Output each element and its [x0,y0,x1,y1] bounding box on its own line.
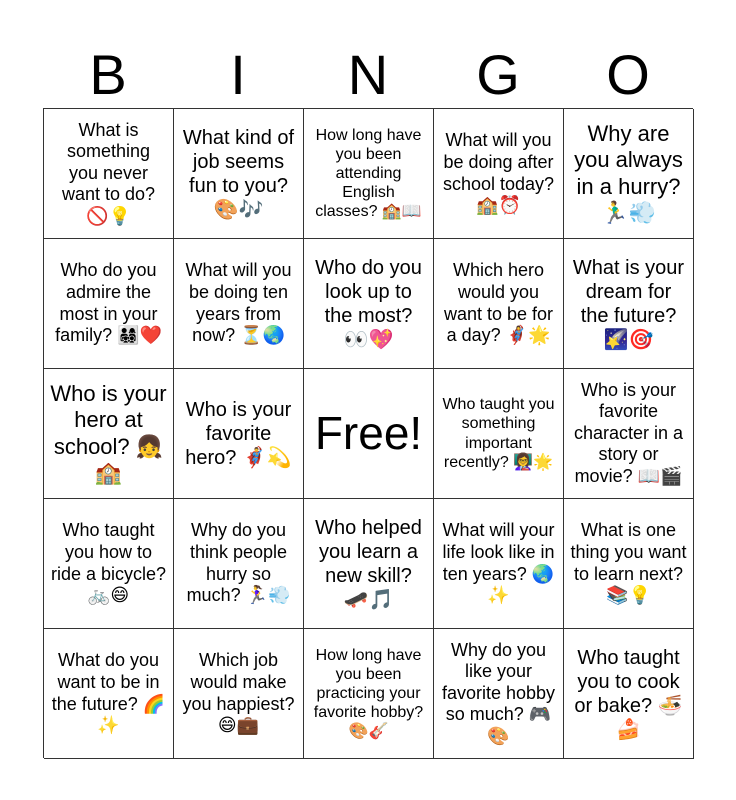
bingo-cell[interactable]: What do you want to be in the future? 🌈✨ [44,629,174,759]
header-letter-g: G [476,43,520,106]
bingo-cell[interactable]: Who do you look up to the most? 👀💖 [304,239,434,369]
bingo-header [43,42,693,108]
bingo-cell[interactable]: Why are you always in a hurry? 🏃‍♂️💨 [564,109,694,239]
bingo-board [43,108,693,758]
bingo-cell[interactable]: Who is your favorite hero? 🦸‍♂️💫 [174,369,304,499]
bingo-cell[interactable]: What is one thing you want to learn next? 📚💡 [564,499,694,629]
bingo-cell[interactable]: Why do you like your favorite hobby so much? 🎮🎨 [434,629,564,759]
bingo-cell[interactable]: What will you be doing after school today? 🏫⏰ [434,109,564,239]
bingo-cell[interactable]: How long have you been attending English classes? 🏫📖 [304,109,434,239]
bingo-cell[interactable]: Which hero would you want to be for a day? 🦸‍♀️🌟 [434,239,564,369]
bingo-cell[interactable]: Who taught you to cook or bake? 🍜🍰 [564,629,694,759]
bingo-cell[interactable]: Who helped you learn a new skill? 🛹🎵 [304,499,434,629]
header-letter-o: O [606,43,650,106]
bingo-cell[interactable]: What kind of job seems fun to you? 🎨🎶 [174,109,304,239]
bingo-cell[interactable]: Who is your favorite character in a story or movie? 📖🎬 [564,369,694,499]
bingo-cell[interactable]: Who do you admire the most in your family? 👨‍👩‍👧‍👦❤️ [44,239,174,369]
bingo-cell[interactable]: Which job would make you happiest? 😄💼 [174,629,304,759]
bingo-cell[interactable]: What will you be doing ten years from now? ⏳🌏 [174,239,304,369]
bingo-cell[interactable]: What is your dream for the future? 🌠🎯 [564,239,694,369]
header-letter-i: I [230,43,246,106]
header-letter-b: B [89,43,127,106]
bingo-cell[interactable]: What will your life look like in ten years? 🌏✨ [434,499,564,629]
bingo-cell[interactable]: Who is your hero at school? 👧🏫 [44,369,174,499]
bingo-cell[interactable]: How long have you been practicing your favorite hobby? 🎨🎸 [304,629,434,759]
header-letter-n: N [347,43,389,106]
bingo-cell[interactable]: What is something you never want to do? 🚫💡 [44,109,174,239]
bingo-cell[interactable]: Why do you think people hurry so much? 🏃‍♀️💨 [174,499,304,629]
bingo-cell[interactable]: Who taught you something important recently? 👩‍🏫🌟 [434,369,564,499]
bingo-cell[interactable]: Who taught you how to ride a bicycle? 🚲😄 [44,499,174,629]
free-space[interactable]: Free! [304,369,434,499]
